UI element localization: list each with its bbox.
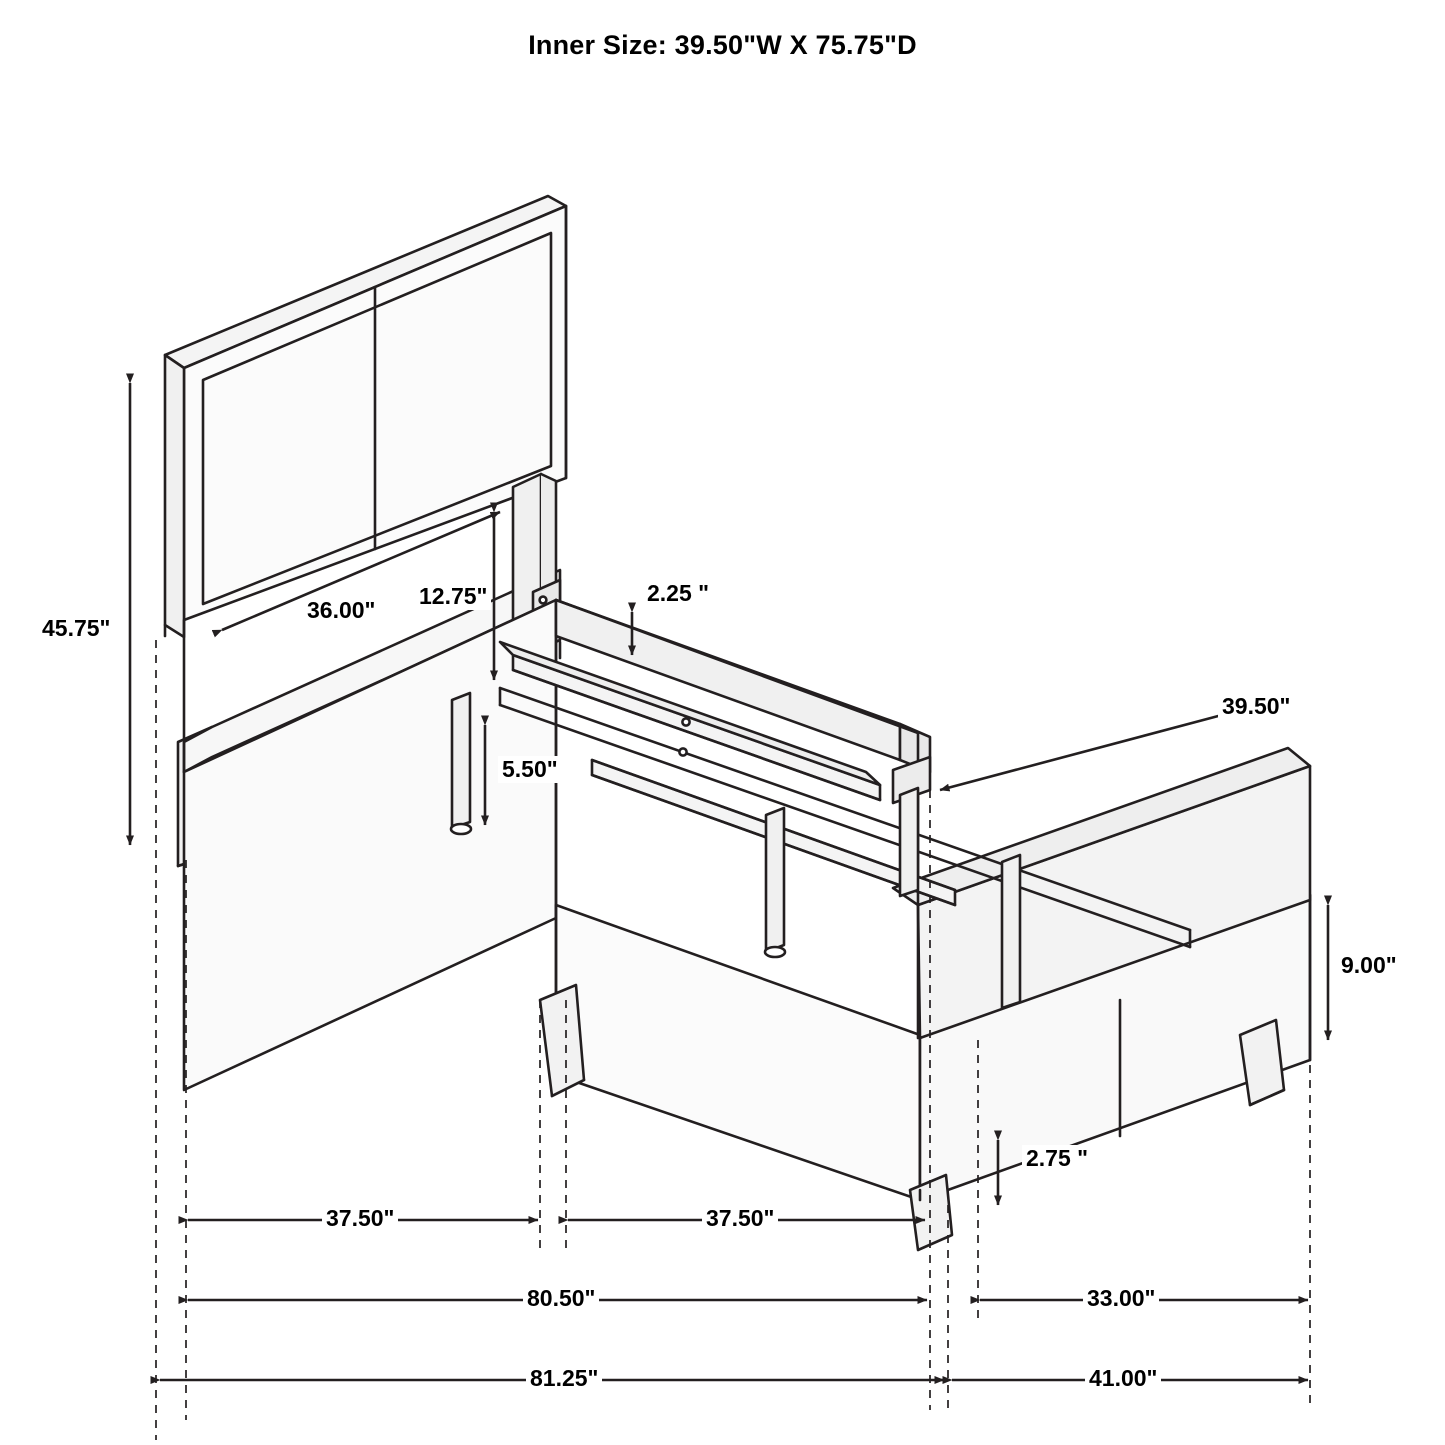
- dimension-label-39-50: 39.50": [1218, 693, 1294, 720]
- dimension-label-37-50-a: 37.50": [322, 1205, 398, 1232]
- dimension-label-2-75: 2.75 ": [1022, 1145, 1092, 1172]
- dimension-label-81-25: 81.25": [526, 1365, 602, 1392]
- dimension-label-80-50: 80.50": [523, 1285, 599, 1312]
- page-title: Inner Size: 39.50"W X 75.75"D: [528, 30, 917, 60]
- dimension-label-5-50: 5.50": [498, 756, 562, 783]
- dimension-label-12-75: 12.75": [415, 583, 491, 610]
- dimension-label-9-00: 9.00": [1337, 952, 1401, 979]
- dimension-label-37-50-b: 37.50": [702, 1205, 778, 1232]
- dimension-label-2-25: 2.25 ": [643, 580, 713, 607]
- dimension-label-36-00: 36.00": [303, 597, 379, 624]
- dimension-label-45-75: 45.75": [38, 615, 114, 642]
- leader-39-50: [940, 715, 1222, 790]
- dimension-label-33-00: 33.00": [1083, 1285, 1159, 1312]
- dimension-label-41-00: 41.00": [1085, 1365, 1161, 1392]
